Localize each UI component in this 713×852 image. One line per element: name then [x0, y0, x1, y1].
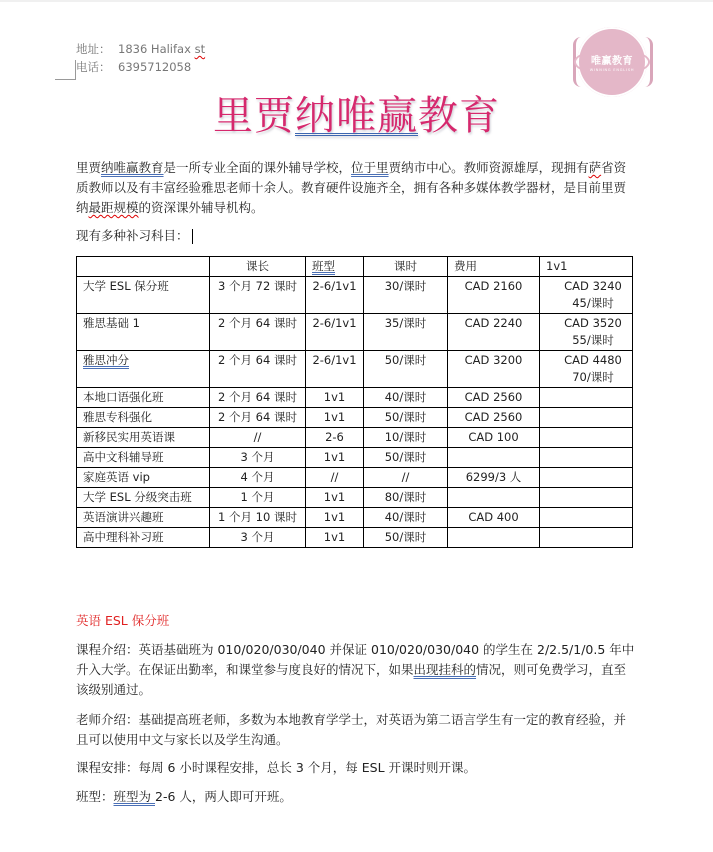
class-type-label: 班型：: [76, 789, 114, 804]
table-row: [77, 314, 633, 351]
cell-type: //: [306, 468, 364, 488]
cell-fee: [448, 488, 540, 508]
title-part-3: 教育: [418, 93, 500, 139]
text-cursor: [192, 229, 193, 244]
cell-length: 4 个月: [210, 468, 306, 488]
cell-rate: 50/课时: [364, 408, 448, 428]
cell-type: 1v1: [306, 528, 364, 548]
intro-grammar-flag: 纳唯赢教育: [101, 160, 164, 175]
table-row: [77, 408, 633, 428]
table-header-cell: 课长: [210, 257, 306, 277]
cell-1v1: [540, 508, 633, 528]
cell-rate: 30/课时: [364, 277, 448, 314]
intro-text: 里贾: [76, 160, 102, 175]
cell-rate: 10/课时: [364, 428, 448, 448]
intro-text: 是一所专业全面的课外辅导学校，: [163, 160, 352, 175]
cell-fee: [448, 448, 540, 468]
cell-fee: CAD 2160: [448, 277, 540, 314]
cell-fee: CAD 400: [448, 508, 540, 528]
schedule-paragraph: 课程安排：每周 6 小时课程安排，总长 3 个月，每 ESL 开课时则开课。: [76, 760, 477, 775]
cell-name: 高中文科辅导班: [77, 448, 210, 468]
cell-type: 2-6: [306, 428, 364, 448]
cell-fee: [448, 528, 540, 548]
intro-paragraph: [76, 158, 636, 218]
cell-length: 2 个月 64 课时: [210, 351, 306, 388]
logo-text: 唯赢教育: [591, 56, 633, 67]
margin-corner-mark: [55, 60, 76, 80]
table-header-row: [77, 257, 633, 277]
cell-rate: 35/课时: [364, 314, 448, 351]
course-intro-text: 情况，则可免费学习，直至该级别通过。: [76, 662, 627, 697]
table-row: [77, 277, 633, 314]
cell-type: 2-6/1v1: [306, 351, 364, 388]
table-header-cell: 课时: [364, 257, 448, 277]
cell-type: 1v1: [306, 388, 364, 408]
cell-length: 1 个月: [210, 488, 306, 508]
table-header-cell: [306, 257, 364, 277]
section-heading: 英语 ESL 保分班: [76, 613, 170, 628]
table-row: [77, 468, 633, 488]
phone-label: 电话：: [76, 60, 111, 74]
cell-name: [77, 468, 210, 488]
courses-table: [76, 256, 633, 548]
intro-text: 贾纳市中心。教师资源雄厚，现拥有: [388, 160, 589, 175]
cell-length: 2 个月 64 课时: [210, 408, 306, 428]
cell-fee: CAD 2560: [448, 408, 540, 428]
cell-name: 英语演讲兴趣班: [77, 508, 210, 528]
cell-1v1: [540, 388, 633, 408]
address-value-spellcheck: st: [194, 42, 206, 56]
table-row: [77, 508, 633, 528]
cell-1v1: [540, 468, 633, 488]
page-title: [0, 84, 713, 141]
cell-length: 2 个月 64 课时: [210, 314, 306, 351]
cell-rate: 50/课时: [364, 528, 448, 548]
table-header-cell: 1v1: [540, 257, 633, 277]
phone-value: 6395712058: [118, 60, 192, 74]
address-value: 1836 Halifax: [118, 42, 195, 56]
cell-rate: 50/课时: [364, 448, 448, 468]
cell-1v1: CAD 3520 55/课时: [540, 314, 633, 351]
title-part-2: 纳唯赢: [295, 93, 418, 139]
cell-1v1: [540, 428, 633, 448]
cell-1v1: CAD 3240 45/课时: [540, 277, 633, 314]
cell-length: 3 个月: [210, 448, 306, 468]
address-line: [76, 40, 205, 58]
course-intro-text: 课程介绍：英语基础班为 010/020/030/040 并保证 010/020/030/040 的学生在 2/2.5/1/0.5 年中升入大学。在保证出勤率，和课堂参与度良好的情况下，如果: [76, 642, 635, 677]
cell-fee: CAD 2560: [448, 388, 540, 408]
table-row: [77, 351, 633, 388]
cell-name: 大学 ESL 保分班: [77, 277, 210, 314]
cell-fee: CAD 100: [448, 428, 540, 448]
cell-name: 新移民实用英语课: [77, 428, 210, 448]
course-intro-grammar-flag: 出现挂科的: [413, 662, 477, 677]
subjects-label-text: 现有多种补习科目：: [76, 228, 189, 243]
intro-text: 的资深课外辅导机构。: [138, 200, 264, 215]
cell-type: 2-6/1v1: [306, 277, 364, 314]
subjects-label[interactable]: [76, 226, 636, 246]
cell-name: 本地口语强化班: [77, 388, 210, 408]
page-top-edge: [0, 0, 713, 2]
cell-1v1: [540, 448, 633, 468]
table-row: [77, 388, 633, 408]
cell-length: 3 个月 72 课时: [210, 277, 306, 314]
address-label: 地址：: [76, 42, 111, 56]
cell-type: 1v1: [306, 508, 364, 528]
class-type-grammar-flag: 班型为: [113, 789, 155, 804]
header-type-text: 班型: [312, 259, 335, 273]
cell-1v1: [540, 488, 633, 508]
intro-spell-flag: 最距规模: [88, 200, 139, 215]
cell-rate: 40/课时: [364, 508, 448, 528]
cell-name: 大学 ESL 分级突击班: [77, 488, 210, 508]
cell-1v1: CAD 4480 70/课时: [540, 351, 633, 388]
cell-length: 2 个月 64 课时: [210, 388, 306, 408]
cell-name: 雅思专科强化: [77, 408, 210, 428]
cell-fee: 6299/3 人: [448, 468, 540, 488]
class-type-paragraph: [76, 787, 636, 807]
intro-spell-flag: 萨: [588, 160, 602, 175]
cell-rate: //: [364, 468, 448, 488]
cell-length: 1 个月 10 课时: [210, 508, 306, 528]
cell-rate: 40/课时: [364, 388, 448, 408]
cell-type: 1v1: [306, 408, 364, 428]
cell-length: 3 个月: [210, 528, 306, 548]
cell-rate: 50/课时: [364, 351, 448, 388]
header-contact-info: [76, 40, 205, 76]
logo-subtext: WINNING ENGLISH: [589, 68, 635, 72]
phone-line: [76, 58, 205, 76]
table-row: [77, 528, 633, 548]
cell-rate: 80/课时: [364, 488, 448, 508]
cell-type: 1v1: [306, 448, 364, 468]
cell-name-text: 雅思冲分: [83, 353, 129, 367]
cell-type: 2-6/1v1: [306, 314, 364, 351]
intro-text: 省资质教师以及有丰富经验雅思老师十余人。教育硬件设施齐全，拥有各种多媒体教学器材，是目前里贾纳: [76, 160, 627, 215]
cell-length: //: [210, 428, 306, 448]
cell-1v1: [540, 408, 633, 428]
cell-name-text: 家庭英语 vip: [83, 470, 150, 484]
teacher-intro-paragraph: 老师介绍：基础提高班老师，多数为本地教育学学士，对英语为第二语言学生有一定的教育经验，并且可以使用中文与家长以及学生沟通。: [76, 712, 627, 747]
cell-name: 雅思基础 1: [77, 314, 210, 351]
cell-fee: CAD 3200: [448, 351, 540, 388]
table-row: [77, 448, 633, 468]
cell-fee: CAD 2240: [448, 314, 540, 351]
table-row: [77, 488, 633, 508]
cell-1v1: [540, 528, 633, 548]
table-header-cell: 费用: [448, 257, 540, 277]
title-part-1: 里贾: [213, 93, 295, 139]
cell-name: 高中理科补习班: [77, 528, 210, 548]
course-intro-paragraph: [76, 640, 636, 700]
cell-type: 1v1: [306, 488, 364, 508]
class-type-text: 2-6 人，两人即可开班。: [155, 789, 292, 804]
table-header-cell: [77, 257, 210, 277]
table-row: [77, 428, 633, 448]
intro-grammar-flag: 位于里: [351, 160, 389, 175]
cell-name: [77, 351, 210, 388]
